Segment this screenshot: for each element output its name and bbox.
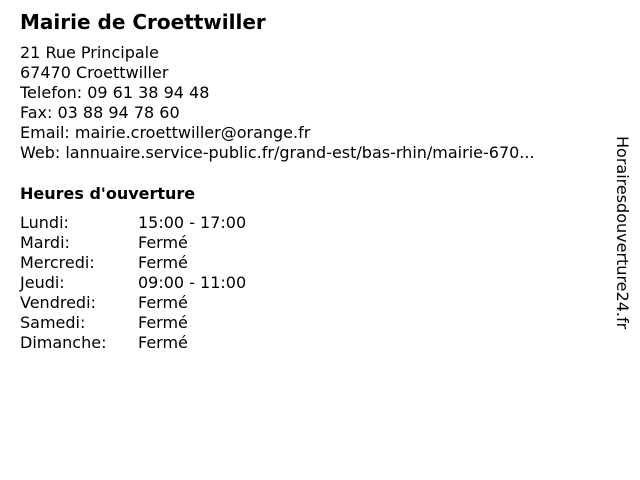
day-hours: 09:00 - 11:00 xyxy=(138,273,247,292)
hours-row-sunday xyxy=(20,333,246,353)
day-label: Mercredi: xyxy=(20,253,95,272)
hours-row-wednesday xyxy=(20,253,246,273)
phone-number: Telefon: 09 61 38 94 48 xyxy=(20,83,210,102)
site-watermark: Horairesdouverture24.fr xyxy=(613,136,632,330)
day-label: Lundi: xyxy=(20,213,69,232)
hours-row-tuesday xyxy=(20,233,246,253)
day-label: Jeudi: xyxy=(20,273,65,292)
day-hours: Fermé xyxy=(138,313,188,332)
contact-block xyxy=(20,43,535,163)
opening-hours-table xyxy=(20,213,246,353)
opening-hours-heading: Heures d'ouverture xyxy=(20,184,196,203)
day-hours: 15:00 - 17:00 xyxy=(138,213,247,232)
page-title: Mairie de Croettwiller xyxy=(20,10,266,34)
day-hours: Fermé xyxy=(138,253,188,272)
day-hours: Fermé xyxy=(138,233,188,252)
email-address: Email: mairie.croettwiller@orange.fr xyxy=(20,123,311,142)
day-hours: Fermé xyxy=(138,293,188,312)
fax-number: Fax: 03 88 94 78 60 xyxy=(20,103,180,122)
day-label: Mardi: xyxy=(20,233,70,252)
address-city: 67470 Croettwiller xyxy=(20,63,169,82)
day-label: Samedi: xyxy=(20,313,86,332)
day-label: Dimanche: xyxy=(20,333,107,352)
hours-row-monday xyxy=(20,213,246,233)
website-url: Web: lannuaire.service-public.fr/grand-est/bas-rhin/mairie-670... xyxy=(20,143,535,162)
hours-row-thursday xyxy=(20,273,246,293)
hours-row-saturday xyxy=(20,313,246,333)
hours-row-friday xyxy=(20,293,246,313)
day-label: Vendredi: xyxy=(20,293,96,312)
day-hours: Fermé xyxy=(138,333,188,352)
address-street: 21 Rue Principale xyxy=(20,43,159,62)
